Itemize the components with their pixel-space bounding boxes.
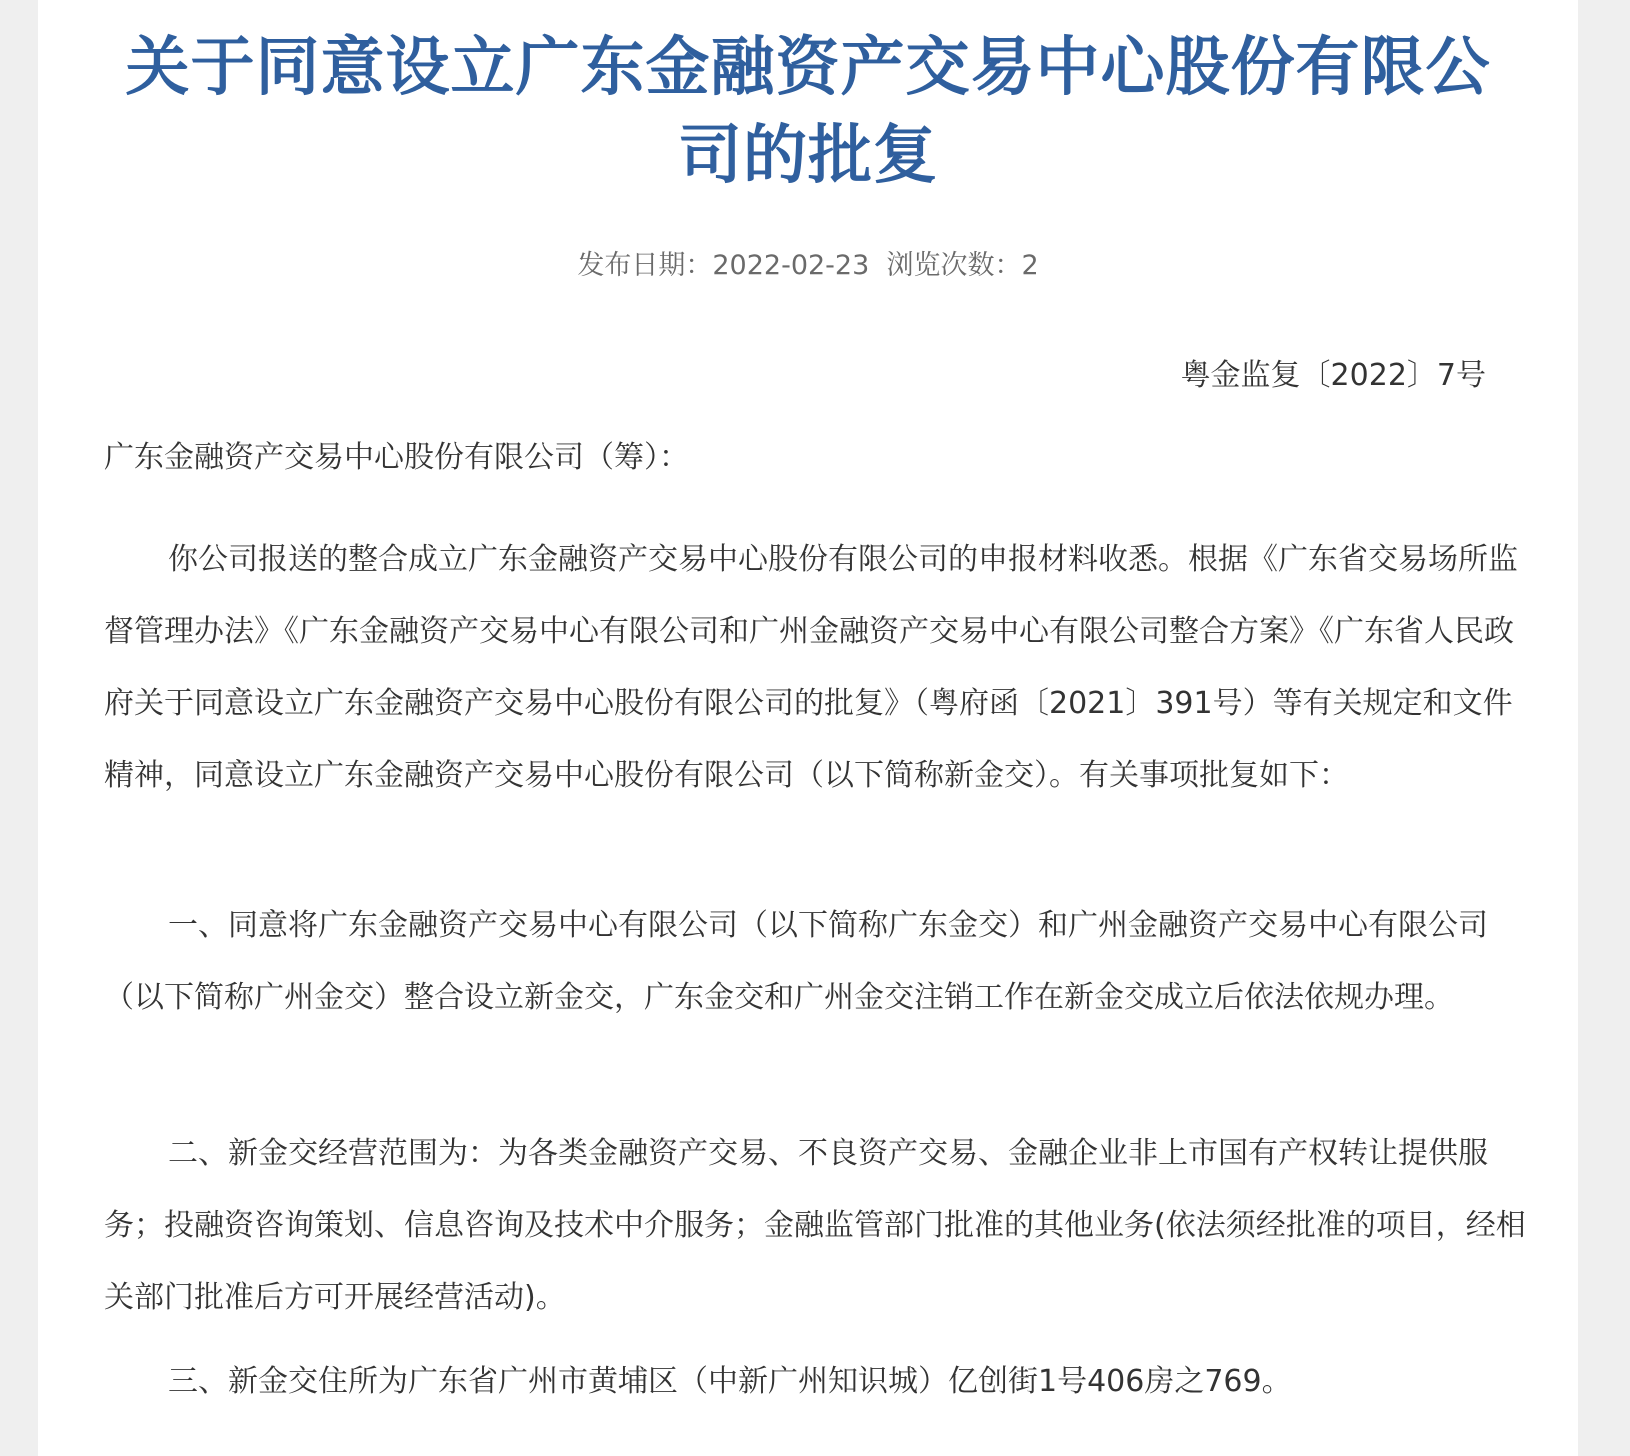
- publish-date-label: 发布日期：: [577, 250, 713, 281]
- document-page: [38, 0, 1578, 1456]
- views-label: 浏览次数：: [886, 250, 1022, 281]
- paragraph-item-3: 三、新金交住所为广东省广州市黄埔区（中新广州知识城）亿创街1号406房之769。: [168, 1364, 1292, 1399]
- page-title: 关于同意设立广东金融资产交易中心股份有限公司的批复: [125, 31, 1491, 193]
- meta-spacer: [869, 250, 886, 281]
- publish-date: 2022-02-23: [712, 250, 870, 281]
- paragraph-intro: 你公司报送的整合成立广东金融资产交易中心股份有限公司的申报材料收悉。根据《广东省交易场所监督管理办法》《广东金融资产交易中心有限公司和广州金融资产交易中心有限公司整合方案》《广东省人民政府关于同意设立广东金融资产交易中心股份有限公司的批复》（粤府函〔2021〕391号）等有关规定和文件精神，同意设立广东金融资产交易中心股份有限公司（以下简称新金交）。有关事项批复如下：: [104, 542, 1518, 793]
- document-number: 粤金监复〔2022〕7号: [1180, 358, 1486, 393]
- paragraph-item-1: 一、同意将广东金融资产交易中心有限公司（以下简称广东金交）和广州金融资产交易中心有限公司（以下简称广州金交）整合设立新金交，广东金交和广州金交注销工作在新金交成立后依法依规办理。: [104, 908, 1488, 1015]
- views-count: 2: [1021, 250, 1039, 281]
- paragraph-item-2: 二、新金交经营范围为：为各类金融资产交易、不良资产交易、金融企业非上市国有产权转让提供服务；投融资咨询策划、信息咨询及技术中介服务；金融监管部门批准的其他业务(依法须经批准的项目，经相关部门批准后方可开展经营活动)。: [104, 1136, 1526, 1315]
- salutation: 广东金融资产交易中心股份有限公司（筹）：: [104, 440, 689, 475]
- publish-meta: [38, 248, 1578, 284]
